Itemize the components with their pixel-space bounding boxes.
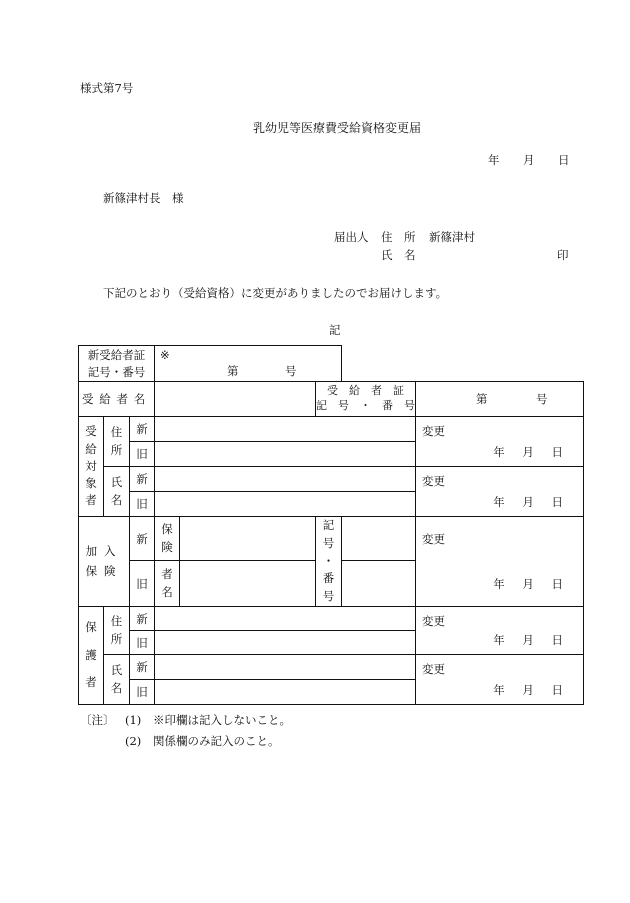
change-day: 日 <box>551 495 563 509</box>
insurance-label: 加入 保険 <box>79 517 130 607</box>
new-mark: 新 <box>130 417 155 442</box>
symbol-number-label <box>316 517 342 607</box>
beneficiary-label-text: 受 給 対 象 者 <box>85 424 97 508</box>
new-cert-box <box>155 346 342 382</box>
guardian-name-label <box>104 655 130 705</box>
new-mark: 新 <box>130 607 155 631</box>
guardian-old-address-field[interactable] <box>155 631 416 655</box>
beneficiary-old-name-field[interactable] <box>155 492 416 517</box>
new-mark: 新 <box>130 517 155 561</box>
guardian-new-name-field[interactable] <box>155 655 416 680</box>
beneficiary-address-label <box>104 417 130 467</box>
change-day: 日 <box>551 577 563 592</box>
note-2-text: 関係欄のみ記入のこと。 <box>153 734 280 748</box>
change-month: 月 <box>522 683 534 698</box>
change-year: 年 <box>493 633 505 648</box>
new-mark: 新 <box>130 655 155 680</box>
change-month: 月 <box>522 445 534 459</box>
insurer-name-text: 者 名 <box>161 566 173 599</box>
change-date <box>493 494 563 510</box>
new-mark: 新 <box>130 467 155 492</box>
old-mark: 旧 <box>130 680 155 705</box>
beneficiary-old-address-field[interactable] <box>155 442 416 467</box>
guardian-old-name-field[interactable] <box>155 680 416 705</box>
address-label: 住 所 <box>381 230 416 244</box>
insurer-name-text: 保 険 <box>161 521 173 554</box>
change-day: 日 <box>551 445 563 459</box>
note-1-text: ※印欄は記入しないこと。 <box>153 713 291 727</box>
notes <box>80 712 291 754</box>
insurer-name-old-field[interactable] <box>180 561 316 607</box>
beneficiary-new-name-field[interactable] <box>155 467 416 492</box>
guardian-address-change <box>416 607 584 655</box>
intro-text: 下記のとおり（受給資格）に変更がありましたのでお届けします。 <box>103 286 448 300</box>
new-cert-go: 号 <box>285 364 297 378</box>
guardian-new-address-field[interactable] <box>155 607 416 631</box>
change-date <box>493 682 563 698</box>
old-mark: 旧 <box>130 492 155 517</box>
beneficiary-address-change <box>416 417 584 467</box>
symbol-number-old-field[interactable] <box>342 561 416 607</box>
addressee: 新篠津村長 様 <box>103 191 184 205</box>
recipient-cert-label: 受 給 者 証 記 号 ・ 番 号 <box>316 382 416 417</box>
guardian-text: 保 護 者 <box>85 620 97 690</box>
new-cert-label: 新受給者証 記号・番号 <box>79 346 155 382</box>
recipient-cert-go: 号 <box>536 392 548 406</box>
guardian-name-text: 氏 名 <box>110 662 123 695</box>
guardian-name-change <box>416 655 584 705</box>
beneficiary-name-label <box>104 467 130 517</box>
symbol-number-new-field[interactable] <box>342 517 416 561</box>
note-1-num: (1) <box>125 713 142 727</box>
change-year: 年 <box>493 495 505 509</box>
note-row-1 <box>80 712 291 733</box>
beneficiary-label <box>79 417 104 517</box>
change-date <box>493 444 563 460</box>
change-month: 月 <box>522 577 534 592</box>
change-form-table <box>78 345 584 705</box>
applicant-label: 届出人 <box>334 230 369 244</box>
note-row-2 <box>80 733 291 754</box>
change-year: 年 <box>493 577 505 592</box>
change-day: 日 <box>551 633 563 648</box>
notes-label: 〔注〕 <box>80 713 115 727</box>
beneficiary-name-change <box>416 467 584 517</box>
beneficiary-new-address-field[interactable] <box>155 417 416 442</box>
guardian-label <box>79 607 104 705</box>
form-title: 乳幼児等医療費受給資格変更届 <box>253 121 422 135</box>
change-month: 月 <box>522 495 534 509</box>
address-value: 新篠津村 <box>429 230 475 244</box>
seal-mark: 印 <box>557 248 569 262</box>
change-label: 変更 <box>422 614 445 629</box>
recipient-name-field[interactable] <box>155 382 316 417</box>
change-year: 年 <box>493 445 505 459</box>
old-mark: 旧 <box>130 442 155 467</box>
note-2-num: (2) <box>125 734 142 748</box>
kome-mark: ※ <box>160 348 170 362</box>
insurer-name-label-new <box>155 517 180 561</box>
guardian-address-label <box>104 607 130 655</box>
change-year: 年 <box>493 683 505 698</box>
change-label: 変更 <box>422 662 445 677</box>
name-label: 氏 名 <box>381 248 416 262</box>
recipient-cert-field[interactable] <box>416 382 584 417</box>
form-number: 様式第7号 <box>80 81 134 95</box>
old-mark: 旧 <box>130 561 155 607</box>
ki-heading: 記 <box>329 323 341 337</box>
change-day: 日 <box>551 683 563 698</box>
beneficiary-name-text: 氏 名 <box>110 474 123 507</box>
change-label: 変更 <box>422 424 445 438</box>
change-label: 変更 <box>422 474 445 488</box>
guardian-address-text: 住 所 <box>110 613 123 646</box>
change-label: 変更 <box>422 532 445 546</box>
date-year: 年 <box>488 153 500 167</box>
change-date <box>493 576 563 592</box>
change-month: 月 <box>522 633 534 648</box>
new-cert-dai: 第 <box>227 364 239 378</box>
date-month: 月 <box>523 153 535 167</box>
insurer-name-new-field[interactable] <box>180 517 316 561</box>
beneficiary-address-text: 住 所 <box>110 424 123 457</box>
change-date <box>493 632 563 648</box>
date-day: 日 <box>558 153 570 167</box>
old-mark: 旧 <box>130 631 155 655</box>
recipient-cert-dai: 第 <box>476 392 488 406</box>
insurance-change <box>416 517 584 607</box>
recipient-name-label: 受給者名 <box>79 382 155 417</box>
symbol-number-text: 記 号 ・ 番 号 <box>322 518 335 604</box>
insurer-name-label-old <box>155 561 180 607</box>
